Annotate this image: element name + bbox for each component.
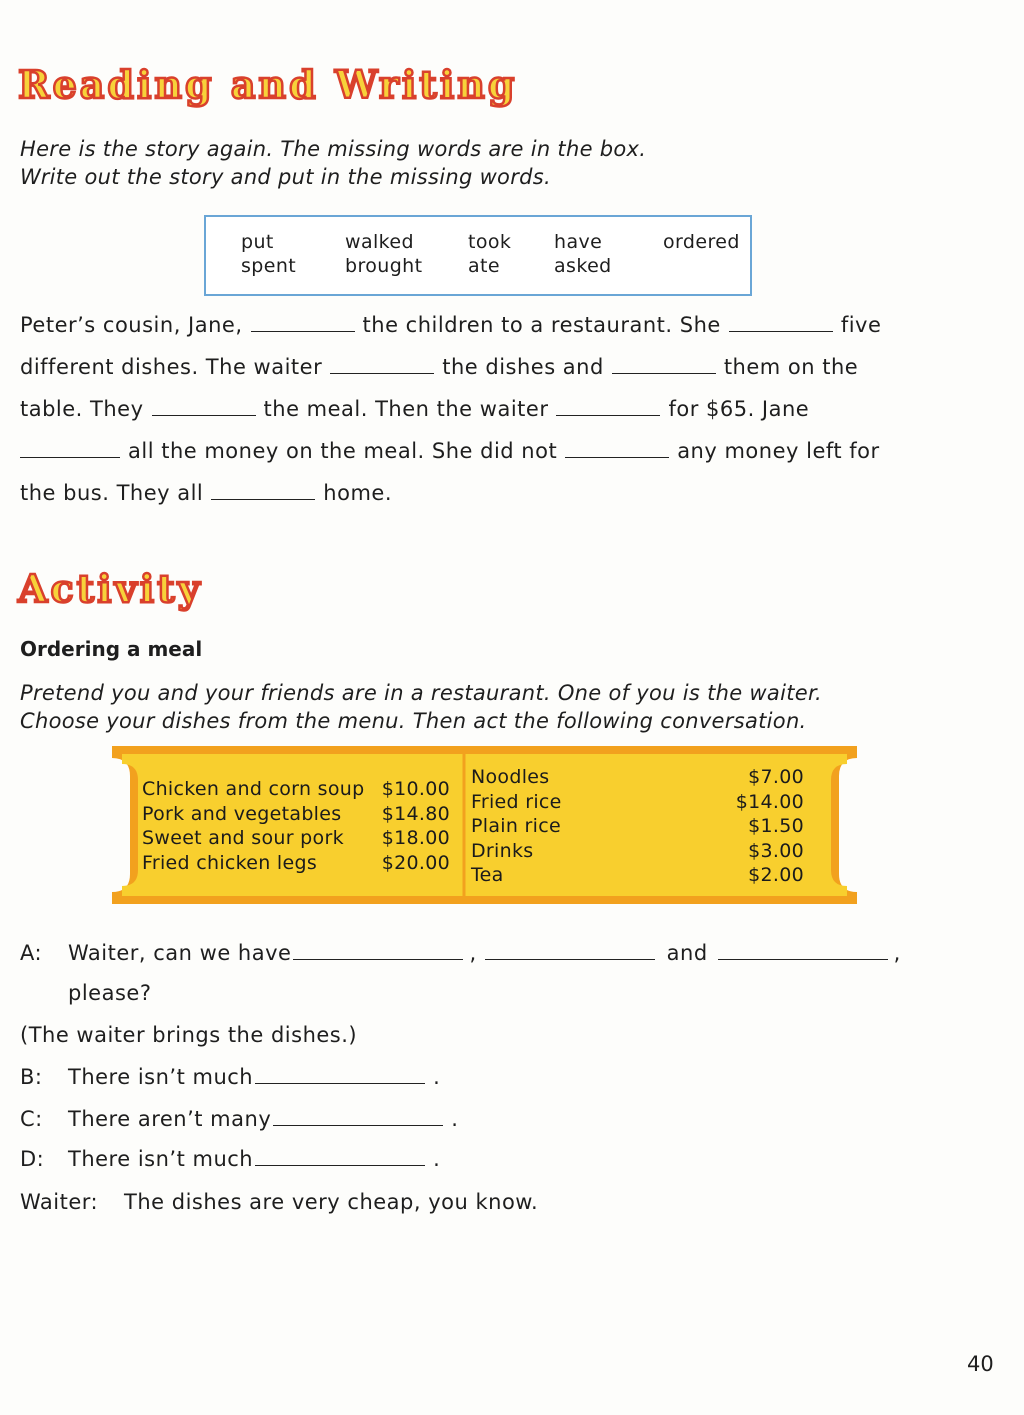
answer-blank[interactable] [251,330,355,332]
answer-blank[interactable] [718,958,888,960]
word-item: have [554,231,603,253]
menu-item: Noodles [471,766,550,788]
activity-subheading: Ordering a meal [20,637,203,661]
word-item: spent [241,255,297,277]
answer-blank[interactable] [273,1124,443,1126]
instruction-line-1: Pretend you and your friends are in a restaurant. One of you is the waiter. [20,681,822,705]
menu-price: $10.00 [381,778,450,800]
answer-blank[interactable] [556,414,660,416]
answer-blank[interactable] [729,330,833,332]
answer-blank[interactable] [20,456,120,458]
activity-heading: Activity [18,566,203,611]
story-text: different dishes. The waiter [20,355,323,379]
menu-item: Pork and vegetables [142,802,342,825]
word-item: brought [345,255,423,277]
story-text: the bus. They all [20,481,204,505]
menu-item: Tea [471,864,504,886]
story-text: the dishes and [442,355,604,379]
word-item: put [241,231,274,253]
menu-item: Fried chicken legs [142,851,318,874]
reading-writing-heading: Reading and Writing [18,62,518,107]
dialogue-text: There aren’t many [68,1107,272,1131]
speaker-label: Waiter: [20,1190,99,1214]
menu-price: $20.00 [381,851,450,874]
reading-instructions [20,135,646,191]
menu-item: Fried rice [471,790,562,813]
instruction-line-2: Write out the story and put in the missing words. [20,165,551,189]
word-box [204,215,752,296]
menu-price: $18.00 [381,827,450,849]
story-text: the meal. Then the waiter [263,397,549,421]
menu-price: $1.50 [748,815,804,837]
menu-right-items [471,765,562,888]
dialogue-please: please? [68,981,152,1005]
word-item: ordered [663,231,740,253]
answer-blank[interactable] [485,958,655,960]
story-text: Peter’s cousin, Jane, [20,313,243,337]
answer-blank[interactable] [612,372,716,374]
menu-left-items [142,777,364,875]
word-item: asked [554,255,612,277]
dialogue-line-c [20,1107,458,1131]
speaker-label: C: [20,1107,43,1131]
story-text: for $65. Jane [668,397,810,421]
punctuation: , [469,941,477,965]
punctuation: . [433,1147,441,1171]
instruction-line-1: Here is the story again. The missing words are in the box. [20,137,647,161]
dialogue-line-waiter [20,1190,538,1214]
word-item: took [468,231,512,253]
dialogue-line-d [20,1147,440,1171]
menu-item: Drinks [471,839,534,862]
menu-price: $3.00 [748,839,804,862]
story-text: all the money on the meal. She did not [128,439,558,463]
story-text: table. They [20,397,144,421]
answer-blank[interactable] [565,456,669,458]
speaker-label: A: [20,941,43,965]
dialogue-text: Waiter, can we have [68,941,292,965]
dialogue-line-b [20,1065,440,1089]
menu-price: $7.00 [748,766,804,788]
stage-direction: (The waiter brings the dishes.) [20,1023,358,1047]
punctuation: , [893,941,901,965]
dialogue-text: The dishes are very cheap, you know. [124,1190,539,1214]
menu-item: Chicken and corn soup [142,778,365,800]
answer-blank[interactable] [255,1082,425,1084]
story-line-5 [20,481,392,505]
story-line-4 [20,439,880,463]
story-line-3 [20,397,809,421]
instruction-line-2: Choose your dishes from the menu. Then act the following conversation. [20,709,807,733]
menu-left-prices [374,777,450,875]
menu-price: $14.00 [735,790,804,813]
answer-blank[interactable] [330,372,434,374]
activity-instructions [20,679,822,735]
dialogue-line-a [20,941,901,965]
menu-right-prices [722,765,804,888]
speaker-label: B: [20,1065,43,1089]
story-text: any money left for [677,439,880,463]
word-item: walked [345,231,414,253]
page-number: 40 [967,1352,994,1376]
story-text: them on the [723,355,859,379]
answer-blank[interactable] [152,414,256,416]
punctuation: . [451,1107,459,1131]
answer-blank[interactable] [255,1164,425,1166]
menu-price: $14.80 [381,802,450,825]
story-text: home. [323,481,392,505]
story-text: five [840,313,882,337]
word-item: ate [468,255,500,277]
story-line-2 [20,355,858,379]
dialogue-text: There isn’t much [68,1147,254,1171]
menu-price: $2.00 [748,864,804,886]
speaker-label: D: [20,1147,45,1171]
answer-blank[interactable] [211,498,315,500]
story-line-1 [20,313,881,337]
answer-blank[interactable] [293,958,463,960]
dialogue-text: There isn’t much [68,1065,254,1089]
menu-item: Sweet and sour pork [142,827,344,849]
story-text: the children to a restaurant. She [362,313,721,337]
menu-item: Plain rice [471,815,561,837]
punctuation: . [433,1065,441,1089]
dialogue-text: and [666,941,708,965]
menu-board [112,746,857,904]
